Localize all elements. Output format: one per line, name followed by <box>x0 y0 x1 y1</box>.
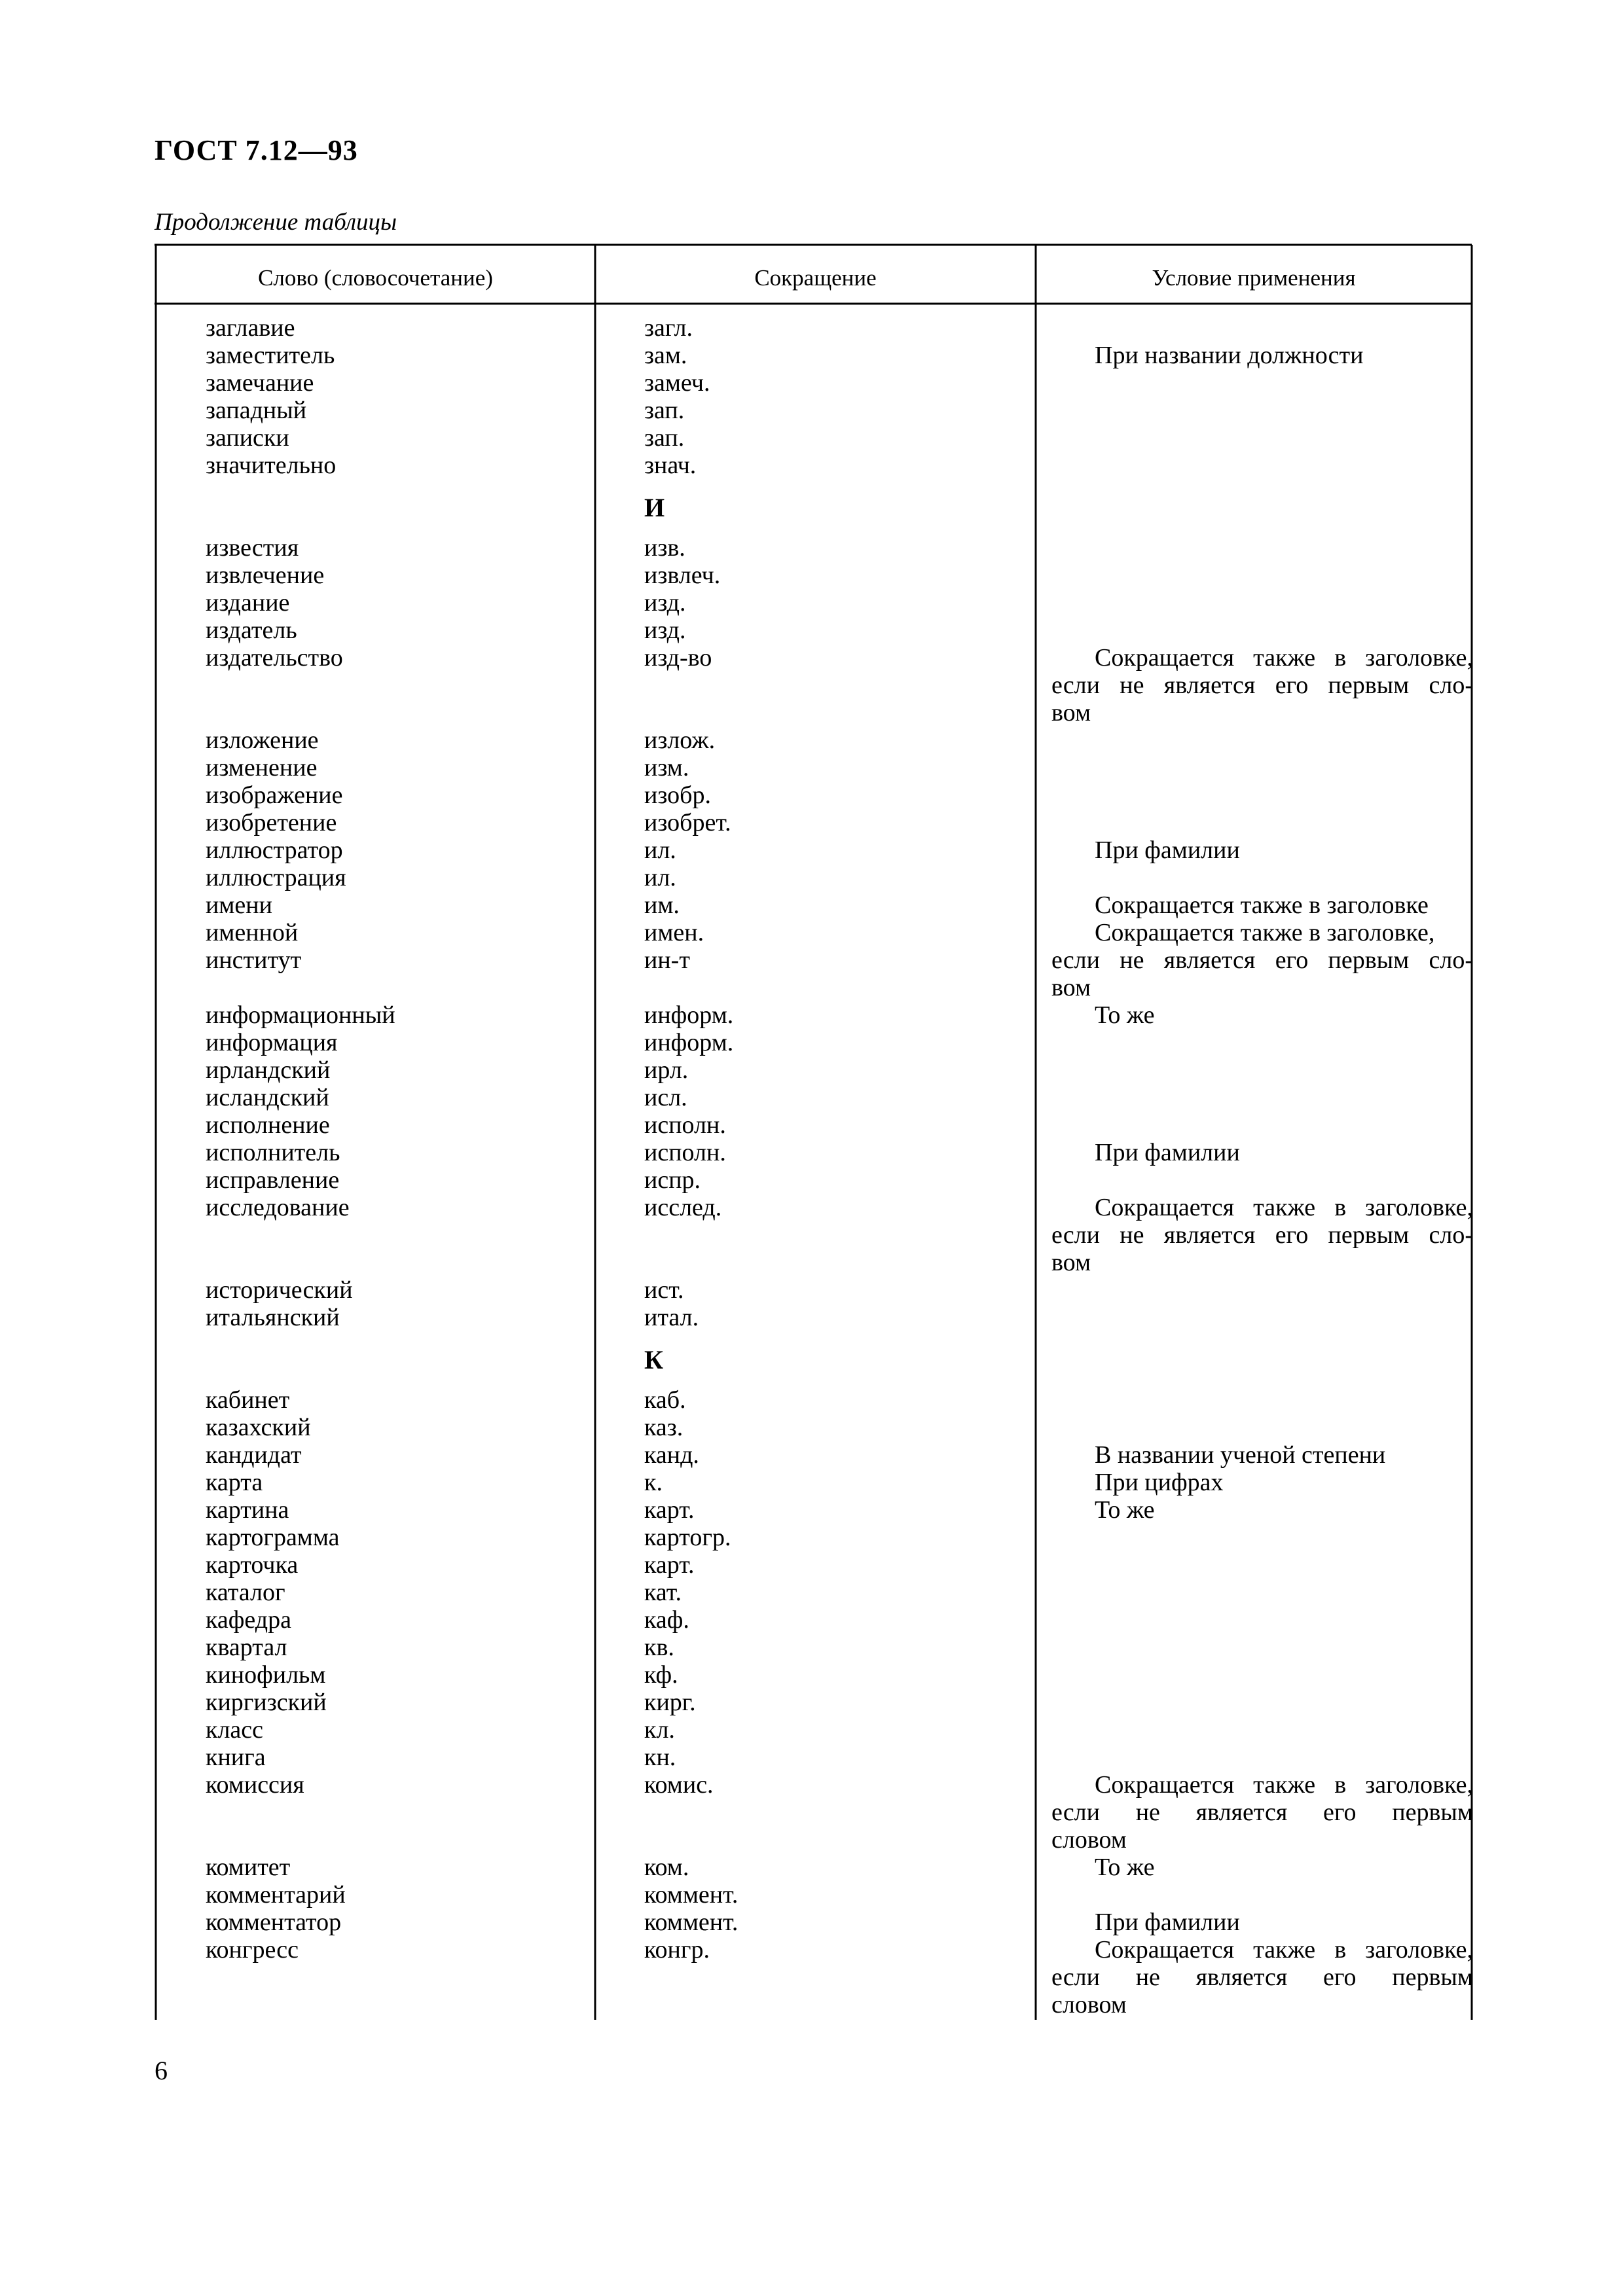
abbreviation-cell: изд. <box>644 589 686 617</box>
word-cell: информация <box>206 1029 338 1056</box>
word-cell: карта <box>206 1469 263 1496</box>
word-cell: именной <box>206 919 299 946</box>
table-row <box>0 919 1623 946</box>
table-row <box>0 1441 1623 1469</box>
word-cell: комитет <box>206 1854 291 1881</box>
abbreviation-cell: коммент. <box>644 1881 739 1909</box>
table-row <box>0 781 1623 809</box>
word-cell: иллюстрация <box>206 864 346 891</box>
abbreviation-cell: зам. <box>644 342 687 369</box>
table-row <box>0 1001 1623 1029</box>
table-row <box>0 589 1623 617</box>
table-row <box>0 534 1623 562</box>
condition-cell <box>1051 1496 1473 1524</box>
word-cell: извлечение <box>206 562 325 589</box>
word-cell: итальянский <box>206 1304 340 1331</box>
condition-line: Сокращается также в заголовке <box>1095 891 1429 919</box>
document-code: ГОСТ 7.12—93 <box>155 134 358 166</box>
word-cell: карточка <box>206 1551 299 1579</box>
abbreviation-cell: коммент. <box>644 1909 739 1936</box>
word-cell: комиссия <box>206 1771 304 1799</box>
word-cell: кабинет <box>206 1386 290 1414</box>
table-row <box>0 1661 1623 1689</box>
abbreviation-cell: ирл. <box>644 1056 689 1084</box>
column-header-abbreviation: Сокращение <box>754 265 877 291</box>
table-row <box>0 1524 1623 1551</box>
word-cell: книга <box>206 1744 266 1771</box>
abbreviation-cell: зап. <box>644 424 685 452</box>
table-row <box>0 1744 1623 1771</box>
table-row <box>0 754 1623 781</box>
condition-line: При фамилии <box>1095 1909 1240 1936</box>
condition-line: Сокращается также в заголовке, <box>1095 1936 1473 1964</box>
word-cell: конгресс <box>206 1936 299 1964</box>
abbreviation-cell: информ. <box>644 1001 734 1029</box>
table-row <box>0 1111 1623 1139</box>
abbreviation-cell: кирг. <box>644 1689 696 1716</box>
condition-cell <box>1051 1469 1473 1496</box>
table-row <box>0 1469 1623 1496</box>
word-cell: класс <box>206 1716 264 1744</box>
word-cell: ирландский <box>206 1056 331 1084</box>
condition-cell <box>1051 644 1473 726</box>
table-row <box>0 1579 1623 1606</box>
table-row <box>0 1936 1623 2018</box>
abbreviation-cell: ист. <box>644 1276 684 1304</box>
table-row <box>0 342 1623 369</box>
condition-line: если не является его первым сло- <box>1051 672 1473 699</box>
condition-line: если не является его первым <box>1051 1964 1473 1991</box>
abbreviation-cell: каз. <box>644 1414 684 1441</box>
table-caption: Продолжение таблицы <box>155 209 397 236</box>
word-cell: изложение <box>206 726 319 754</box>
word-cell: исполнение <box>206 1111 330 1139</box>
abbreviation-cell: информ. <box>644 1029 734 1056</box>
condition-cell <box>1051 1441 1473 1469</box>
table-row <box>0 1689 1623 1716</box>
abbreviation-cell: ком. <box>644 1854 689 1881</box>
word-cell: каталог <box>206 1579 285 1606</box>
word-cell: исполнитель <box>206 1139 340 1166</box>
abbreviation-cell: имен. <box>644 919 704 946</box>
condition-line: если не является его первым сло- <box>1051 946 1473 974</box>
table-row <box>0 562 1623 589</box>
table-row <box>0 864 1623 891</box>
abbreviation-cell: исполн. <box>644 1111 726 1139</box>
table-row <box>0 314 1623 342</box>
table-row <box>0 946 1623 1001</box>
word-cell: картина <box>206 1496 289 1524</box>
word-cell: исландский <box>206 1084 329 1111</box>
word-cell: известия <box>206 534 299 562</box>
word-cell: имени <box>206 891 272 919</box>
abbreviation-cell: извлеч. <box>644 562 721 589</box>
abbreviation-cell: исл. <box>644 1084 687 1111</box>
abbreviation-cell: итал. <box>644 1304 699 1331</box>
word-cell: кинофильм <box>206 1661 326 1689</box>
word-cell: квартал <box>206 1634 287 1661</box>
abbreviation-cell: замеч. <box>644 369 710 397</box>
condition-cell <box>1051 1194 1473 1276</box>
abbreviation-cell: исслед. <box>644 1194 722 1221</box>
word-cell: казахский <box>206 1414 311 1441</box>
table-row <box>0 1056 1623 1084</box>
word-cell: издатель <box>206 617 297 644</box>
abbreviation-cell: канд. <box>644 1441 699 1469</box>
condition-line: вом <box>1051 974 1091 1001</box>
table-row <box>0 369 1623 397</box>
abbreviation-cell: ил. <box>644 836 676 864</box>
condition-line: словом <box>1051 1826 1127 1854</box>
table-row <box>0 1881 1623 1909</box>
table-row <box>0 1909 1623 1936</box>
table-row <box>0 1276 1623 1304</box>
column-header-word: Слово (словосочетание) <box>258 265 493 291</box>
word-cell: комментатор <box>206 1909 342 1936</box>
abbreviation-cell: изобр. <box>644 781 711 809</box>
abbreviation-cell: излож. <box>644 726 716 754</box>
table-row <box>0 1414 1623 1441</box>
abbreviation-cell: зап. <box>644 397 685 424</box>
table-row <box>0 1029 1623 1056</box>
word-cell: иллюстратор <box>206 836 343 864</box>
table-row <box>0 397 1623 424</box>
condition-line: При фамилии <box>1095 836 1240 864</box>
table-row <box>0 1606 1623 1634</box>
table-row <box>0 1084 1623 1111</box>
section-letter: К <box>644 1345 664 1374</box>
abbreviation-cell: конгр. <box>644 1936 710 1964</box>
table-row <box>0 1771 1623 1854</box>
abbreviation-cell: кат. <box>644 1579 682 1606</box>
table-row <box>0 836 1623 864</box>
abbreviation-cell: каф. <box>644 1606 689 1634</box>
word-cell: записки <box>206 424 289 452</box>
condition-cell <box>1051 1854 1473 1881</box>
condition-line: Сокращается также в заголовке, <box>1095 644 1473 672</box>
word-cell: институт <box>206 946 302 974</box>
condition-line: если не является его первым <box>1051 1799 1473 1826</box>
abbreviation-cell: карт. <box>644 1551 695 1579</box>
abbreviation-cell: изв. <box>644 534 685 562</box>
abbreviation-cell: к. <box>644 1469 663 1496</box>
condition-line: То же <box>1095 1854 1155 1881</box>
page-number: 6 <box>155 2056 168 2085</box>
word-cell: информационный <box>206 1001 395 1029</box>
word-cell: заместитель <box>206 342 335 369</box>
condition-line: словом <box>1051 1991 1127 2018</box>
word-cell: кафедра <box>206 1606 291 1634</box>
column-header-condition: Условие применения <box>1152 265 1356 291</box>
table-row <box>0 1139 1623 1166</box>
condition-cell <box>1051 1909 1473 1936</box>
abbreviation-cell: кн. <box>644 1744 676 1771</box>
table-row <box>0 1716 1623 1744</box>
abbreviation-cell: исполн. <box>644 1139 726 1166</box>
condition-line: если не является его первым сло- <box>1051 1221 1473 1249</box>
abbreviation-cell: кл. <box>644 1716 675 1744</box>
condition-line: То же <box>1095 1001 1155 1029</box>
word-cell: западный <box>206 397 307 424</box>
condition-line: При названии должности <box>1095 342 1364 369</box>
condition-line: В названии ученой степени <box>1095 1441 1386 1469</box>
abbreviation-cell: ил. <box>644 864 676 891</box>
table-row <box>0 1634 1623 1661</box>
condition-line: При фамилии <box>1095 1139 1240 1166</box>
condition-line: вом <box>1051 699 1091 726</box>
word-cell: картограмма <box>206 1524 340 1551</box>
abbreviation-cell: комис. <box>644 1771 714 1799</box>
abbreviation-cell: загл. <box>644 314 693 342</box>
abbreviation-cell: изд. <box>644 617 686 644</box>
table-row <box>0 809 1623 836</box>
word-cell: издательство <box>206 644 343 672</box>
condition-cell <box>1051 1936 1473 2018</box>
abbreviation-cell: изобрет. <box>644 809 731 836</box>
abbreviation-cell: знач. <box>644 452 697 479</box>
word-cell: исторический <box>206 1276 353 1304</box>
condition-line: Сокращается также в заголовке, <box>1095 1771 1473 1799</box>
condition-line: Сокращается также в заголовке, <box>1095 1194 1473 1221</box>
table-row <box>0 1551 1623 1579</box>
abbreviation-cell: им. <box>644 891 680 919</box>
condition-cell <box>1051 1001 1473 1029</box>
condition-cell <box>1051 836 1473 864</box>
abbreviation-cell: ин-т <box>644 946 690 974</box>
word-cell: кандидат <box>206 1441 302 1469</box>
abbreviation-cell: картогр. <box>644 1524 731 1551</box>
abbreviation-cell: изд-во <box>644 644 712 672</box>
table-row <box>0 644 1623 726</box>
table-row <box>0 1166 1623 1194</box>
word-cell: замечание <box>206 369 314 397</box>
word-cell: исправление <box>206 1166 340 1194</box>
table-row <box>0 1386 1623 1414</box>
word-cell: изменение <box>206 754 318 781</box>
condition-cell <box>1051 1771 1473 1854</box>
table-row <box>0 617 1623 644</box>
word-cell: изображение <box>206 781 343 809</box>
abbreviation-cell: кф. <box>644 1661 678 1689</box>
word-cell: издание <box>206 589 290 617</box>
table-row <box>0 726 1623 754</box>
table-row <box>0 1304 1623 1331</box>
section-letter: И <box>644 493 665 522</box>
condition-cell <box>1051 919 1473 946</box>
condition-cell <box>1051 891 1473 919</box>
word-cell: киргизский <box>206 1689 327 1716</box>
abbreviation-cell: изм. <box>644 754 689 781</box>
table-row <box>0 1854 1623 1881</box>
abbreviation-cell: испр. <box>644 1166 701 1194</box>
condition-cell <box>1051 946 1473 1001</box>
table-row <box>0 452 1623 479</box>
condition-line: Сокращается также в заголовке, <box>1095 919 1435 946</box>
word-cell: значительно <box>206 452 337 479</box>
table-row <box>0 424 1623 452</box>
condition-line: При цифрах <box>1095 1469 1224 1496</box>
table-row <box>0 1194 1623 1276</box>
word-cell: изобретение <box>206 809 337 836</box>
word-cell: заглавие <box>206 314 295 342</box>
condition-cell <box>1051 1139 1473 1166</box>
condition-line: вом <box>1051 1249 1091 1276</box>
word-cell: комментарий <box>206 1881 346 1909</box>
table-row <box>0 1496 1623 1524</box>
condition-line: То же <box>1095 1496 1155 1524</box>
abbreviation-cell: карт. <box>644 1496 695 1524</box>
table-row <box>0 891 1623 919</box>
abbreviation-cell: каб. <box>644 1386 686 1414</box>
abbreviation-cell: кв. <box>644 1634 674 1661</box>
condition-cell <box>1051 342 1473 369</box>
word-cell: исследование <box>206 1194 350 1221</box>
